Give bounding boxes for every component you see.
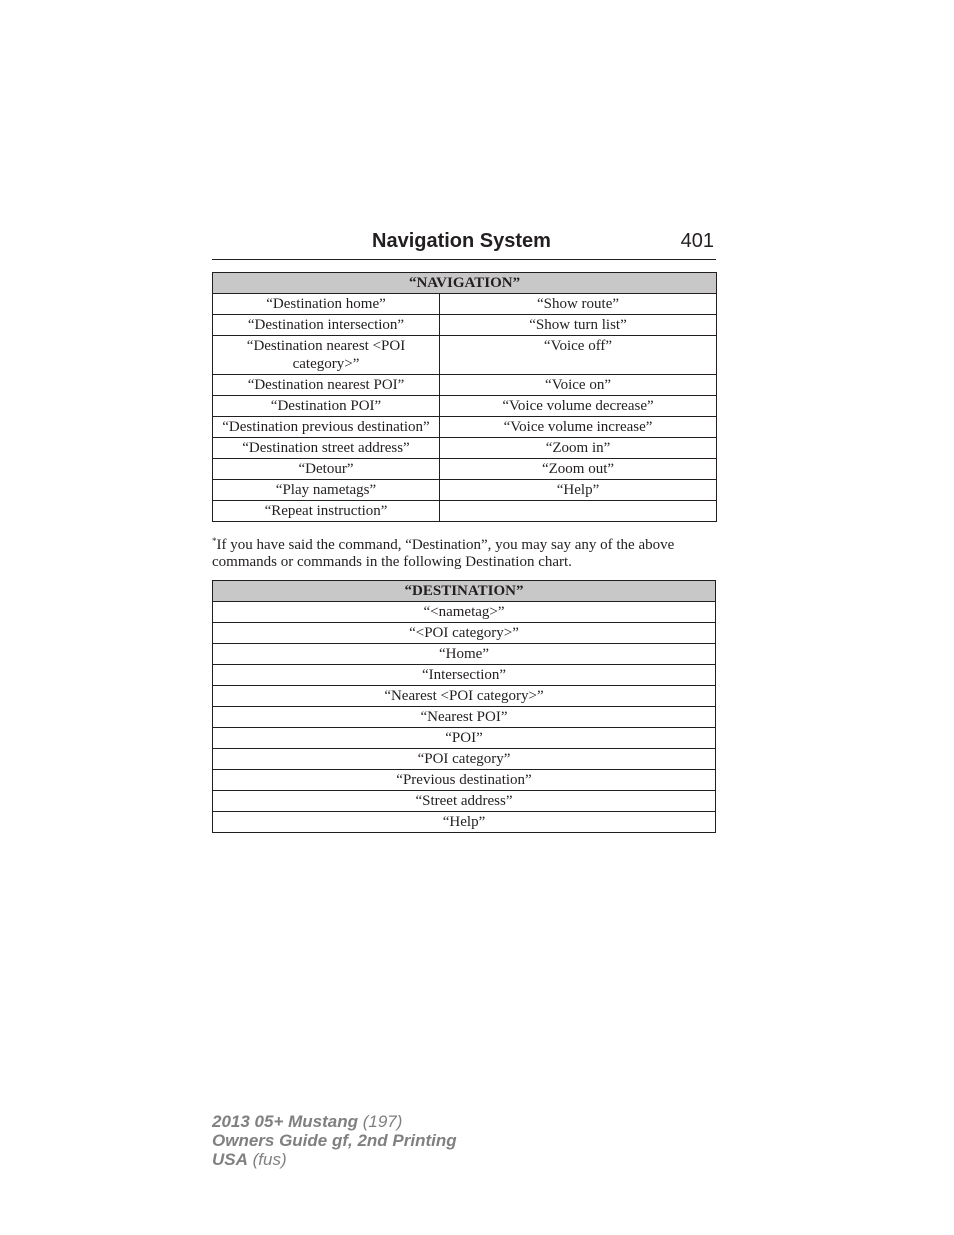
table-cell: “<nametag>” [213,602,716,623]
table-cell: “Play nametags” [213,480,440,501]
table-row [213,417,717,438]
table-cell: “POI” [213,728,716,749]
table-cell: “Destination home” [213,294,440,315]
table-cell: “Zoom out” [440,459,717,480]
footer-market: USA [212,1150,248,1169]
table-cell: “Zoom in” [440,438,717,459]
table-row [213,728,716,749]
table-row [213,336,717,375]
table-cell: “Home” [213,644,716,665]
footer-model: 2013 05+ Mustang [212,1112,358,1131]
table-cell: “Help” [440,480,717,501]
table-header-row [213,273,717,294]
table-row [213,396,717,417]
table-row [213,749,716,770]
page-title: Navigation System [372,230,551,252]
table-row [213,501,717,522]
table-row [213,770,716,791]
table-cell: “Detour” [213,459,440,480]
table-row [213,375,717,396]
table-cell: “Show route” [440,294,717,315]
footnote [212,537,716,571]
page-header [212,229,716,260]
table-cell: “Voice volume increase” [440,417,717,438]
table-row [213,707,716,728]
table-row [213,459,717,480]
table-row [213,812,716,833]
table-cell: “Show turn list” [440,315,717,336]
footer-line [212,1150,457,1169]
table-cell: “Intersection” [213,665,716,686]
footer-line [212,1131,457,1150]
table-cell: “Voice off” [440,336,717,375]
table-cell: “Help” [213,812,716,833]
table-cell: “Destination POI” [213,396,440,417]
footnote-marker: * [212,536,217,546]
table-cell: “<POI category>” [213,623,716,644]
table-cell: “Destination street address” [213,438,440,459]
table-row [213,644,716,665]
table-cell: “Previous destination” [213,770,716,791]
destination-table-heading: “DESTINATION” [213,581,716,602]
page-number: 401 [680,230,714,252]
table-cell: “Nearest POI” [213,707,716,728]
table-row [213,294,717,315]
table-row [213,602,716,623]
navigation-commands-table [212,272,717,522]
table-cell: “POI category” [213,749,716,770]
table-cell: “Street address” [213,791,716,812]
table-row [213,438,717,459]
page-footer [212,1112,457,1169]
footer-guide: Owners Guide gf, 2nd Printing [212,1131,457,1150]
destination-commands-table [212,580,716,833]
table-cell: “Destination nearest <POI category>” [213,336,440,375]
table-row [213,315,717,336]
table-cell: “Destination intersection” [213,315,440,336]
footnote-text: If you have said the command, “Destination”, you may say any of the above commands or commands in the following Destination chart. [212,537,675,570]
table-row [213,623,716,644]
table-cell [440,501,717,522]
footer-model-code: (197) [362,1112,403,1131]
table-cell: “Destination nearest POI” [213,375,440,396]
table-row [213,480,717,501]
footer-line [212,1112,457,1131]
table-cell: “Destination previous destination” [213,417,440,438]
table-cell: “Voice on” [440,375,717,396]
table-cell: “Nearest <POI category>” [213,686,716,707]
table-row [213,665,716,686]
table-cell: “Repeat instruction” [213,501,440,522]
table-header-row [213,581,716,602]
navigation-table-heading: “NAVIGATION” [213,273,717,294]
table-row [213,686,716,707]
table-row [213,791,716,812]
footer-market-code: (fus) [252,1150,287,1169]
table-cell: “Voice volume decrease” [440,396,717,417]
